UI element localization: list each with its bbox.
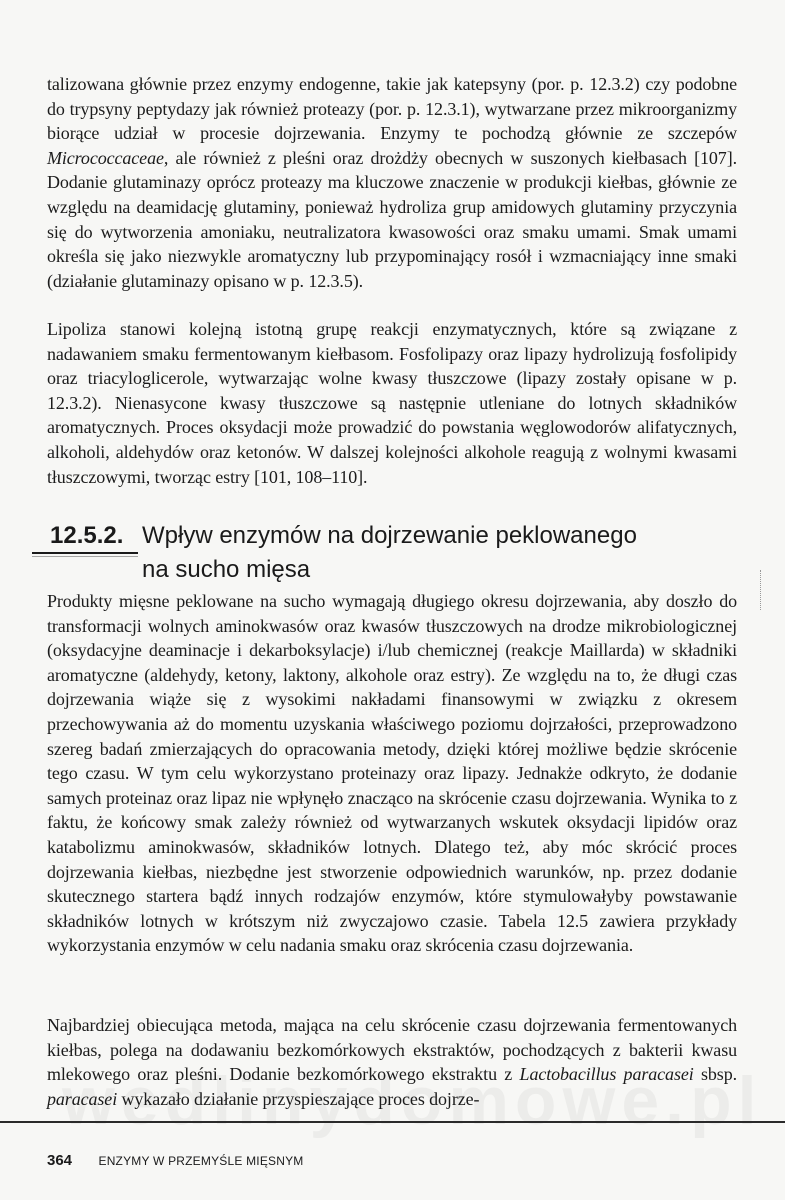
paragraph-3: Produkty mięsne peklowane na sucho wymagają długiego okresu dojrzewania, aby doszło do transformacji wolnych aminokwasów oraz kwasów tłuszczowych na drodze mikrobiologicznej (oksydacyjne deaminacje i dekarboksylacje) i/lub chemicznej (reakcje Maillarda) w składniki aromatyczne (aldehydy, ketony, laktony, alkohole oraz estry). Ze względu na to, że długi czas dojrzewania wiąże się z wysokimi nakładami finansowymi w związku z okresem przechowywania aż do momentu uzyskania właściwego poziomu dojrzałości, przeprowadzono szereg badań zmierzających do opracowania metody, dzięki której możliwe będzie skrócenie tego czasu. W tym celu wykorzystano proteinazy oraz lipazy. Jednakże odkryto, że dodanie samych proteinaz oraz lipaz nie wpłynęło znacząco na skrócenie czasu dojrzewania. Wynika to z faktu, że końcowy smak zależy również od wytwarzanych wskutek oksydacji lipidów oraz katabolizmu aminokwasów, składników lotnych. Dlatego też, aby móc skrócić proces dojrzewania kiełbas, niezbędne jest stworzenie odpowiednich warunków, np. przez dodanie skutecznego startera bądź innych rodzajów enzymów, które stymulowałyby powstawanie składników lotnych w krótszym niż zwyczajowo czasie. Tabela 12.5 zawiera przykłady wykorzystania enzymów w celu nadania smaku oraz skrócenia czasu dojrzewania. [47,591,737,956]
footer-rule [0,1121,785,1123]
page-number: 364 [47,1152,73,1169]
page-footer [47,1152,304,1170]
section-title: Wpływ enzymów na dojrzewanie peklowanego na sucho mięsa [142,522,637,583]
section-number-underline [32,552,138,554]
paragraph-1: talizowana głównie przez enzymy endogenne, takie jak katepsyny (por. p. 12.3.2) czy podobne do trypsyny peptydazy jak również proteazy (por. p. 12.3.1), wytwarzane przez mikroorganizmy biorące udział w procesie dojrzewania. Enzymy te pochodzą głównie ze szczepów Micrococcaceae, ale również z pleśni oraz drożdży obecnych w suszonych kiełbasach [107]. Dodanie glutaminazy oprócz proteazy ma kluczowe znaczenie w produkcji kiełbas, głównie ze względu na deamidację glutaminy, ponieważ hydroliza grup amidowych glutaminy przyczynia się do wytworzenia amoniaku, neutralizatora kwasowości oraz smaku umami. Smak umami określa się jako niezwykle aromatyczny lub przypominający rosół i wzmacniający inne smaki (działanie glutaminazy opisano w p. 12.3.5). [47,74,737,291]
paragraph-4: Najbardziej obiecująca metoda, mająca na celu skrócenie czasu dojrzewania fermentowanych kiełbas, polega na dodawaniu bezkomórkowych ekstraktów, pochodzących z bakterii kwasu mlekowego oraz pleśni. Dodanie bezkomórkowego ekstraktu z Lactobacillus paracasei sbsp. paracasei wykazało działanie przyspieszające proces dojrze- [47,1015,737,1109]
paragraph-2: Lipoliza stanowi kolejną istotną grupę reakcji enzymatycznych, które są związane z nadawaniem smaku fermentowanym kiełbasom. Fosfolipazy oraz lipazy hydrolizują fosfolipidy oraz triacyloglicerole, wytwarzając wolne kwasy tłuszczowe (lipazy zostały opisane w p. 12.3.2). Nienasycone kwasy tłuszczowe są następnie utleniane do lotnych składników aromatycznych. Proces oksydacji może prowadzić do powstania węglowodorów alifatycznych, alkoholi, aldehydów oraz ketonów. W dalszej kolejności alkohole reagują z wolnymi kwasami tłuszczowymi, tworząc estry [101, 108–110]. [47,319,737,487]
section-number: 12.5.2. [50,522,124,549]
watermark-text [62,1062,763,1140]
section-number-underline-shadow [32,556,138,557]
running-title: ENZYMY W PRZEMYŚLE MIĘSNYM [98,1154,304,1168]
margin-marks [760,570,765,610]
